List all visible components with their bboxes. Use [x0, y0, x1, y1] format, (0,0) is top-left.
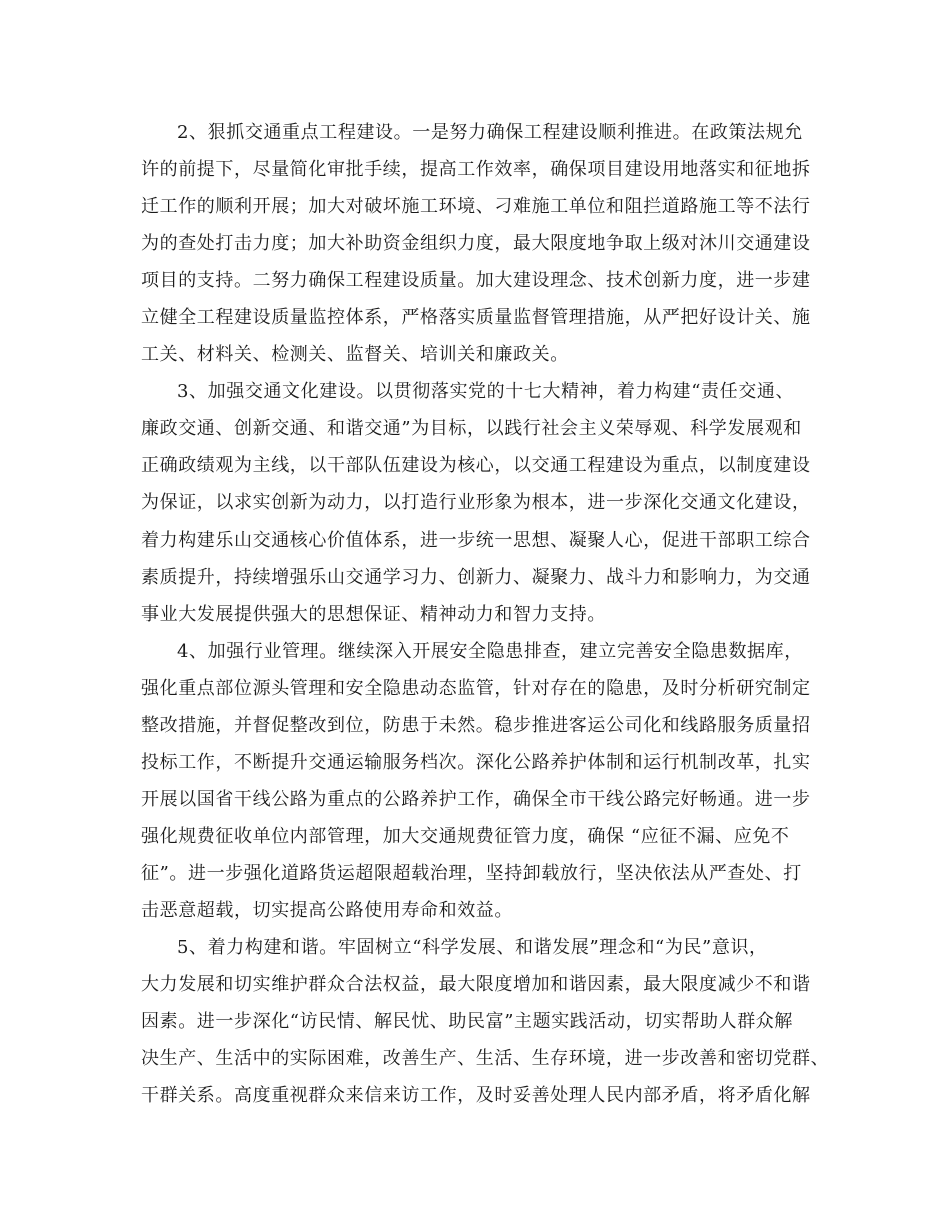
- text-line: 开展以国省干线公路为重点的公路养护工作，确保全市干线公路完好畅通。进一步: [141, 788, 811, 810]
- text-line: 5、着力构建和谐。牢固树立“科学发展、和谐发展”理念和“为民”意识，: [177, 937, 768, 959]
- paragraph-2-key-projects: [141, 114, 821, 373]
- text-line: 因素。进一步深化“访民情、解民忧、助民富”主题实践活动，切实帮助人群众解: [141, 1011, 794, 1033]
- text-line: 4、加强行业管理。继续深入开展安全隐患排查，建立完善安全隐患数据库，: [177, 640, 803, 662]
- text-line: 决生产、生活中的实际困难，改善生产、生活、生存环境，进一步改善和密切党群、: [141, 1048, 830, 1070]
- text-line: 2、狠抓交通重点工程建设。一是努力确保工程建设顺利推进。在政策法规允: [177, 122, 803, 143]
- text-line: 廉政交通、创新交通、和谐交通”为目标，以践行社会主义荣辱观、科学发展观和: [141, 418, 802, 440]
- text-line: 为保证，以求实创新为动力，以打造行业形象为根本，进一步深化交通文化建设，: [141, 492, 811, 514]
- text-line: 干群关系。高度重视群众来信来访工作，及时妥善处理人民内部矛盾，将矛盾化解: [141, 1085, 811, 1107]
- text-line: 立健全工程建设质量监控体系，严格落实质量监督管理措施，从严把好设计关、施: [141, 307, 811, 329]
- text-line: 3、加强交通文化建设。以贯彻落实党的十七大精神，着力构建“责任交通、: [177, 381, 795, 403]
- text-line: 击恶意超载，切实提高公路使用寿命和效益。: [141, 899, 513, 921]
- text-line: 大力发展和切实维护群众合法权益，最大限度增加和谐因素，最大限度减少不和谐: [141, 974, 811, 996]
- paragraph-5-harmony: [141, 929, 830, 1114]
- text-line: 为的查处打击力度；加大补助资金组织力度，最大限度地争取上级对沐川交通建设: [141, 233, 811, 255]
- paragraph-3-culture: [141, 373, 821, 632]
- text-line: 正确政绩观为主线，以干部队伍建设为核心，以交通工程建设为重点，以制度建设: [141, 455, 811, 477]
- text-line: 征”。进一步强化道路货运超限超载治理，坚持卸载放行，坚决依法从严查处、打: [141, 862, 802, 884]
- text-line: 强化规费征收单位内部管理，加大交通规费征管力度，确保 “应征不漏、应免不: [141, 825, 790, 847]
- text-line: 素质提升，持续增强乐山交通学习力、创新力、凝聚力、战斗力和影响力，为交通: [141, 566, 811, 588]
- text-line: 事业大发展提供强大的思想保证、精神动力和智力支持。: [141, 603, 606, 625]
- document-body: [141, 114, 830, 1114]
- text-line: 投标工作，不断提升交通运输服务档次。深化公路养护体制和运行机制改革，扎实: [141, 751, 811, 773]
- text-line: 许的前提下，尽量简化审批手续，提高工作效率，确保项目建设用地落实和征地拆: [141, 159, 811, 181]
- text-line: 整改措施，并督促整改到位，防患于未然。稳步推进客运公司化和线路服务质量招: [141, 714, 811, 736]
- text-line: 强化重点部位源头管理和安全隐患动态监管，针对存在的隐患，及时分析研究制定: [141, 677, 811, 699]
- text-line: 着力构建乐山交通核心价值体系，进一步统一思想、凝聚人心，促进干部职工综合: [141, 529, 811, 551]
- paragraph-4-industry-management: [141, 633, 821, 929]
- text-line: 项目的支持。二努力确保工程建设质量。加大建设理念、技术创新力度，进一步建: [141, 270, 811, 292]
- text-line: 迁工作的顺利开展；加大对破坏施工环境、刁难施工单位和阻拦道路施工等不法行: [141, 196, 811, 218]
- text-line: 工关、材料关、检测关、监督关、培训关和廉政关。: [141, 344, 569, 366]
